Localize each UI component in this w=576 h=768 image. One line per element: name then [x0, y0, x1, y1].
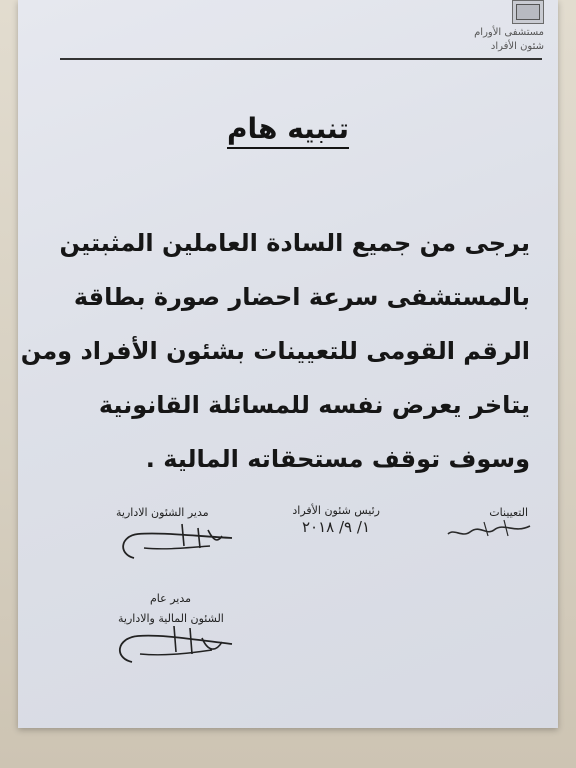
notice-line: وسوف توقف مستحقاته المالية . [145, 445, 530, 473]
general-manager-label: مدير عام [150, 592, 192, 605]
notice-body [20, 216, 530, 486]
department-name: شئون الأفراد [490, 41, 544, 52]
logo-emblem-icon [516, 4, 540, 20]
personnel-head-label: رئيس شئون الأفراد [292, 504, 380, 517]
notice-line: يرجى من جميع السادة العاملين المثبتين [59, 229, 530, 257]
notice-line: الرقم القومى للتعيينات بشئون الأفراد ومن [20, 337, 530, 365]
admin-manager-label: مدير الشئون الادارية [116, 506, 209, 519]
hospital-logo [512, 0, 544, 24]
signature-date: ١/ ٩/ ٢٠١٨ [301, 518, 370, 536]
notice-line: يتاخر يعرض نفسه للمسائلة القانونية [98, 391, 530, 419]
header-divider [60, 58, 542, 60]
notice-title-text: تنبيه هام [227, 112, 349, 149]
general-manager-dept-label: الشئون المالية والادارية [118, 612, 224, 625]
notice-title [18, 112, 558, 145]
general-manager-signature-icon [112, 618, 242, 674]
appointments-signature-icon [444, 514, 534, 542]
admin-manager-signature-icon [114, 518, 244, 570]
hospital-name: مستشفى الأورام [474, 27, 544, 38]
notice-paper [18, 0, 558, 728]
appointments-label: التعيينات [489, 506, 528, 519]
notice-line: بالمستشفى سرعة احضار صورة بطاقة [73, 283, 530, 311]
